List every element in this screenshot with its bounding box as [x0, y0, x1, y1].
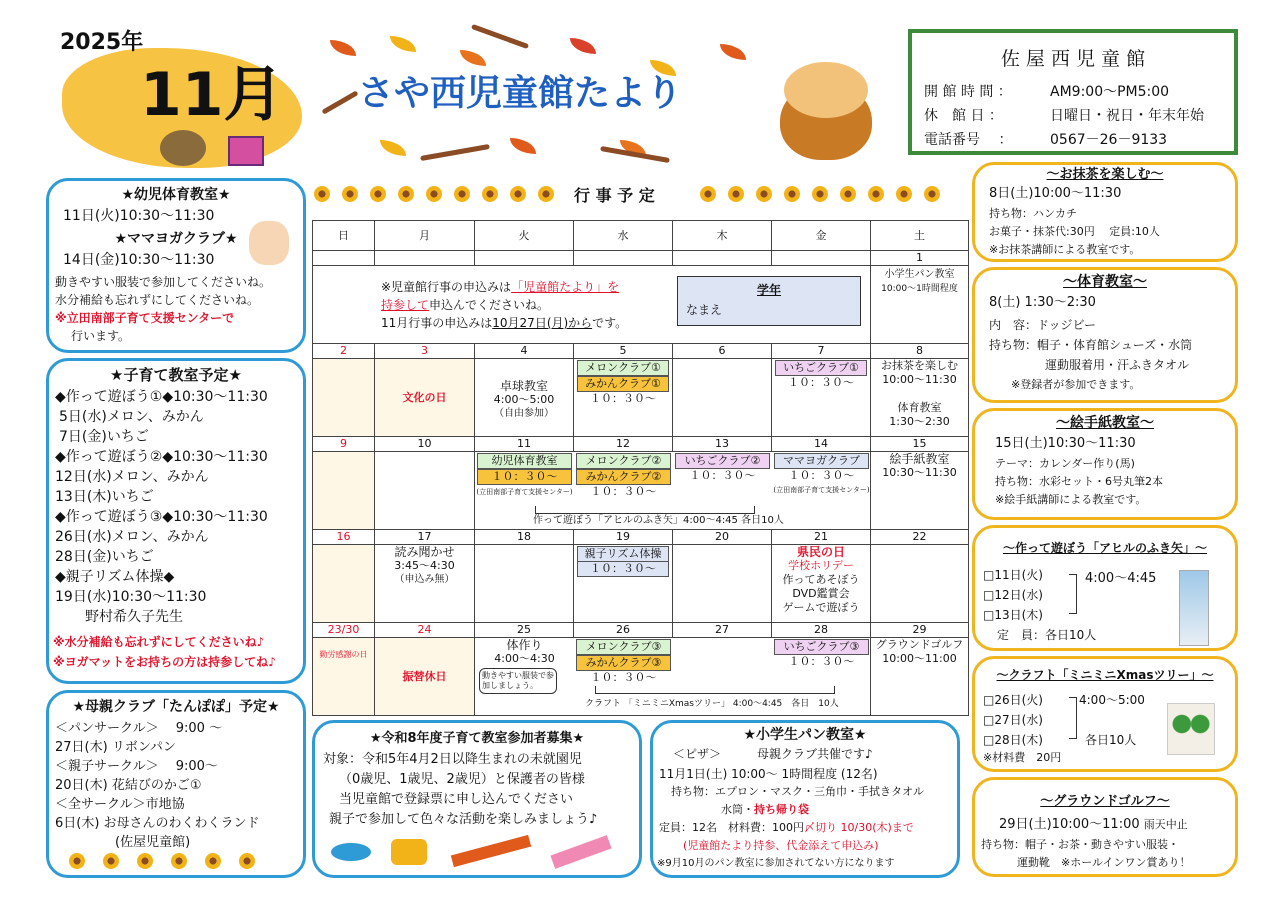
day-cell	[475, 545, 574, 623]
event-tag: メロンクラブ①	[577, 360, 669, 376]
kosodate-line: 26日(水)メロン、みかん	[55, 529, 209, 545]
day-number: 24	[375, 623, 475, 638]
etegami-line: テーマ：カレンダー作り(馬)	[995, 457, 1135, 470]
yoji-line: 行います。	[71, 329, 131, 343]
yoji-line: 動きやすい服装で参加してくださいね。	[55, 275, 272, 289]
owl-icon	[160, 130, 206, 166]
hahaoya-title: ★母親クラブ「たんぽぽ」予定★	[72, 699, 280, 715]
omatcha-title: ～お抹茶を楽しむ～	[1046, 167, 1164, 182]
hahaoya-line: 20日(木) 花結びのかご①	[55, 778, 202, 793]
flower-row-left	[314, 186, 564, 204]
pan-panel	[650, 720, 960, 878]
flower-row-right	[700, 186, 960, 204]
day-11: 幼児体育教室 １０：３０～ (立田南部子育て支援センター)	[476, 454, 573, 496]
day-cell: 親子リズム体操 １０：３０～	[574, 545, 673, 623]
boshu-title: ★令和8年度子育て教室参加者募集★	[369, 731, 585, 746]
kosodate-lines	[55, 387, 268, 627]
weekday-sun: 日	[313, 221, 375, 251]
day-number: 6	[673, 344, 772, 359]
omatcha-line: お菓子・抹茶代:30円 定員:10人	[989, 225, 1160, 238]
hahaoya-line: ＜親子サークル＞ 9:00～	[55, 759, 218, 774]
kosodate-panel	[46, 358, 306, 684]
xmas-tree-photo	[1167, 703, 1215, 755]
day-cell	[673, 545, 772, 623]
holiday-label: 文化の日	[402, 390, 447, 404]
day-cell: いちごクラブ① １０：３０～	[772, 359, 871, 437]
day-cell	[313, 452, 375, 530]
craft-fee: ※材料費 20円	[983, 751, 1062, 764]
craft-date: □27日(水)	[983, 713, 1043, 727]
day-number: 26	[574, 623, 673, 638]
day-cell: お抹茶を楽しむ 10:00～11:30 体育教室 1:30～2:30	[871, 359, 969, 437]
animals-decoration	[69, 853, 269, 869]
boshu-line: 親子で参加して色々な活動を楽しみましょう♪	[329, 812, 598, 827]
weekday-sat: 土	[871, 221, 969, 251]
pan-line: ※9月10月のパン教室に参加されてない方になります	[657, 858, 895, 869]
taisaku-note: 動きやすい服装で参加しましょう。	[479, 668, 557, 694]
weekday-wed: 水	[574, 221, 673, 251]
center-name: 佐 屋 西 児 童 館	[1000, 48, 1146, 70]
day-number: 27	[673, 623, 772, 638]
day-cell	[375, 359, 475, 437]
day-26: メロンクラブ③ みかんクラブ③ １０：３０～	[574, 638, 673, 685]
week3-events	[475, 452, 871, 530]
yoji-line: ※立田南部子育て支援センターで	[55, 311, 235, 325]
hahaoya-line: 6日(木) お母さんのわくわくランド	[55, 816, 260, 831]
notice-line: 11月行事の申込みは10月27日(月)からです。	[381, 316, 628, 330]
kosodate-line: ◆親子リズム体操◆	[55, 569, 175, 585]
grade-label: 学年	[756, 283, 781, 297]
omatcha-panel	[972, 162, 1238, 262]
kosodate-line: 7日(金)いちご	[59, 429, 149, 445]
day-number: 25	[475, 623, 574, 638]
phone-label: 電話番号 ：	[924, 132, 1013, 148]
kosodate-line: 野村希久子先生	[85, 609, 183, 625]
craft-panel	[972, 656, 1238, 772]
hahaoya-line: (佐屋児童館)	[115, 835, 191, 850]
day-cell: グラウンドゴルフ 10:00～11:00	[871, 638, 969, 716]
kosodate-line: 13日(木)いちご	[55, 489, 154, 505]
day-number: 15	[871, 437, 969, 452]
kosodate-note: ※ヨガマットをお持ちの方は持参してね♪	[53, 655, 276, 669]
day-number: 28	[772, 623, 871, 638]
pan-line: ＜ピザ＞ 母親クラブ共催です♪	[673, 747, 873, 761]
day-number: 14	[772, 437, 871, 452]
boshu-panel	[312, 720, 642, 878]
day-number: 16	[313, 530, 375, 545]
sat1-cell: 小学生パン教室 10:00～1時間程度	[871, 266, 969, 344]
weekday-mon: 月	[375, 221, 475, 251]
yoji-line: 14日(金)10:30～11:30	[63, 252, 215, 268]
golf-line: 持ち物：帽子・お茶・動きやすい服装・	[981, 838, 1179, 851]
day-number: 12	[574, 437, 673, 452]
event-tag: いちごクラブ①	[775, 360, 867, 376]
ahiru-date: □13日(木)	[983, 608, 1043, 622]
day-cell: メロンクラブ① みかんクラブ① １０：３０～	[574, 359, 673, 437]
ahiru-date: □12日(水)	[983, 588, 1043, 602]
closed-label: 休 館 日 ：	[924, 108, 1003, 124]
calendar	[312, 220, 969, 716]
duck-craft-photo	[1179, 570, 1209, 646]
day-number: 10	[375, 437, 475, 452]
yoji-title: ★幼児体育教室★	[121, 187, 231, 203]
day-13: いちごクラブ② １０：３０～	[673, 452, 772, 483]
golf-panel	[972, 777, 1238, 877]
etegami-line: ※絵手紙講師による教室です。	[995, 493, 1147, 506]
closed-value: 日曜日・祝日・年末年始	[1050, 108, 1204, 124]
hours-value: AM9:00～PM5:00	[1050, 84, 1170, 100]
taiiku-panel	[972, 267, 1238, 403]
day-number: 11	[475, 437, 574, 452]
etegami-title: ～絵手紙教室～	[1056, 415, 1154, 431]
day-number: 4	[475, 344, 574, 359]
day-number: 17	[375, 530, 475, 545]
day-cell: 絵手紙教室 10:30～11:30	[871, 452, 969, 530]
day-number: 7	[772, 344, 871, 359]
day-number: 21	[772, 530, 871, 545]
pan-line: 水筒・持ち帰り袋	[721, 803, 809, 816]
kosodate-line: 19日(水)10:30～11:30	[55, 589, 207, 605]
day-cell	[375, 452, 475, 530]
acorn-icon	[770, 52, 880, 162]
day-number: 29	[871, 623, 969, 638]
day-number: 13	[673, 437, 772, 452]
yoji-panel	[46, 178, 306, 353]
ahiru-capacity: 定 員：各日10人	[997, 628, 1097, 642]
craft-schedule: クラフト 「ミニミニXmasツリー」 4:00～4:45 各日 10人	[585, 699, 839, 709]
craft-date: □28日(木)	[983, 733, 1043, 747]
kosodate-line: ◆作って遊ぼう①◆10:30～11:30	[55, 389, 268, 405]
kosodate-line: 5日(水)メロン、みかん	[59, 409, 204, 425]
ahiru-time: 4:00～4:45	[1085, 571, 1157, 586]
kosodate-line: ◆作って遊ぼう③◆10:30～11:30	[55, 509, 268, 525]
day-number: 1	[871, 251, 969, 266]
day-number: 20	[673, 530, 772, 545]
notice-line: ※児童館行事の申込みは「児童館たより」を	[381, 280, 620, 294]
name-label: なまえ	[686, 303, 723, 317]
day-14: ママヨガクラブ １０：３０～ (立田南部子育て支援センター)	[773, 454, 870, 494]
day-cell	[673, 359, 772, 437]
mother-child-icon	[249, 221, 289, 265]
bracket	[1069, 697, 1077, 739]
pan-line: (児童館たより持参、代金添えて申込み)	[683, 839, 879, 852]
day-number: 22	[871, 530, 969, 545]
kosodate-title: ★子育て教室予定★	[110, 366, 242, 384]
day-cell	[871, 545, 969, 623]
day-cell: 読み聞かせ 3:45～4:30 （申込み無）	[375, 545, 475, 623]
bracket	[1069, 574, 1077, 614]
day-number: 23/30	[313, 623, 375, 638]
omatcha-line: 持ち物：ハンカチ	[989, 207, 1077, 220]
day-number: 3	[375, 344, 475, 359]
etegami-panel	[972, 408, 1238, 520]
etegami-line: 15日(土)10:30～11:30	[995, 436, 1136, 451]
day-number: 8	[871, 344, 969, 359]
notice-line: 持参して申込んでくださいね。	[381, 298, 550, 312]
pan-line: 11月1日(土) 10:00～ 1時間程度 (12名)	[659, 767, 878, 781]
pan-line: 定員：12名 材料費：100円〆切り 10/30(木)まで	[659, 821, 914, 834]
kosodate-line: 28日(金)いちご	[55, 549, 154, 565]
kosodate-line: 12日(水)メロン、みかん	[55, 469, 209, 485]
mamayoga-title: ★ママヨガクラブ★	[114, 231, 238, 247]
schedule-title: 行 事 予 定	[574, 186, 655, 205]
day-number: 2	[313, 344, 375, 359]
golf-line: 運動靴 ※ホールインワン賞あり！	[1017, 856, 1191, 869]
boshu-line: 当児童館で登録票に申し込んでください	[339, 792, 574, 807]
phone-value: 0567－26－9133	[1050, 132, 1168, 148]
day-cell: 振替休日	[375, 638, 475, 716]
ahiru-title: ～作って遊ぼう「アヒルのふき矢」～	[1002, 541, 1207, 555]
craft-date: □26日(火)	[983, 693, 1043, 707]
hahaoya-lines	[55, 719, 260, 852]
event-tag: みかんクラブ①	[577, 376, 669, 392]
etegami-line: 持ち物：水彩セット・6号丸筆2本	[995, 475, 1163, 488]
weekday-fri: 金	[772, 221, 871, 251]
day-number: 19	[574, 530, 673, 545]
hahaoya-line: ＜パンサークル＞ 9:00 ～	[55, 721, 223, 736]
week5-events	[475, 638, 871, 716]
omatcha-line: ※お抹茶講師による教室です。	[989, 243, 1141, 256]
boshu-line: （0歳児、1歳児、2歳児）と保護者の皆様	[339, 772, 585, 787]
taiiku-line: ※登録者が参加できます。	[1011, 378, 1141, 391]
month-label: 11月	[140, 60, 284, 130]
name-entry-box[interactable]	[677, 276, 861, 326]
kosodate-line: ◆作って遊ぼう②◆10:30～11:30	[55, 449, 268, 465]
pan-line: 持ち物：エプロン・マスク・三角巾・手拭きタオル	[671, 785, 924, 798]
craft-time: 4:00～5:00	[1079, 693, 1145, 707]
hahaoya-panel	[46, 690, 306, 878]
newsletter-title: さや西児童館たより	[358, 73, 683, 114]
yoji-line: 水分補給も忘れずにしてくださいね。	[55, 293, 260, 307]
taiiku-line: 内 容：ドッジビー	[989, 318, 1097, 332]
day-cell: 卓球教室 4:00～5:00 （自由参加）	[475, 359, 574, 437]
taiiku-line: 運動服着用・汗ふきタオル	[1045, 358, 1190, 372]
kosodate-note: ※水分補給も忘れずにしてくださいね♪	[53, 635, 265, 649]
ahiru-schedule: 作って遊ぼう「アヒルのふき矢」4:00～4:45 各日10人	[533, 515, 784, 526]
weekday-tue: 火	[475, 221, 574, 251]
golf-line: 29日(土)10:00～11:00 雨天中止	[999, 817, 1188, 832]
day-cell: 勤労感謝の日	[313, 638, 375, 716]
weekday-thu: 木	[673, 221, 772, 251]
taiiku-line: 持ち物：帽子・体育館シューズ・水筒	[989, 338, 1193, 352]
yoji-line: 11日(火)10:30～11:30	[63, 208, 215, 224]
gift-icon	[228, 136, 264, 166]
pan-title: ★小学生パン教室★	[743, 727, 867, 743]
day-28: いちごクラブ③ １０：３０～	[772, 638, 871, 669]
craft-capacity: 各日10人	[1085, 733, 1137, 747]
info-box	[908, 29, 1238, 155]
day-25: 体作り 4:00～4:30 動きやすい服装で参加しましょう。	[475, 638, 574, 696]
day-cell	[313, 359, 375, 437]
hahaoya-line: ＜全サークル＞市地協	[55, 797, 185, 812]
omatcha-line: 8日(土)10:00～11:30	[989, 186, 1122, 201]
golf-title: ～グラウンドゴルフ～	[1040, 794, 1170, 809]
day-cell: 県民の日 学校ホリデー 作ってあそぼう DVD鑑賞会 ゲームで遊ぼう	[772, 545, 871, 623]
day-cell	[313, 545, 375, 623]
taiiku-line: 8(土) 1:30～2:30	[989, 295, 1096, 310]
ahiru-date: □11日(火)	[983, 568, 1043, 582]
stationery-decoration	[331, 835, 621, 867]
boshu-line: 対象：令和5年4月2日以降生まれの未就園児	[323, 752, 582, 767]
craft-title: ～クラフト「ミニミニXmasツリー」～	[996, 668, 1214, 682]
hahaoya-line: 27日(木) リボンパン	[55, 740, 176, 755]
bracket-line	[595, 686, 835, 694]
hours-label: 開 館 時 間 ：	[924, 84, 1012, 100]
day-number: 18	[475, 530, 574, 545]
day-number: 5	[574, 344, 673, 359]
ahiru-panel	[972, 525, 1238, 651]
year-label: 2025年	[60, 30, 144, 55]
taiiku-title: ～体育教室～	[1063, 274, 1147, 290]
day-number: 9	[313, 437, 375, 452]
day-12: メロンクラブ② みかんクラブ② １０：３０～	[574, 452, 673, 499]
bracket-line	[535, 506, 755, 514]
notice-cell	[313, 266, 871, 344]
